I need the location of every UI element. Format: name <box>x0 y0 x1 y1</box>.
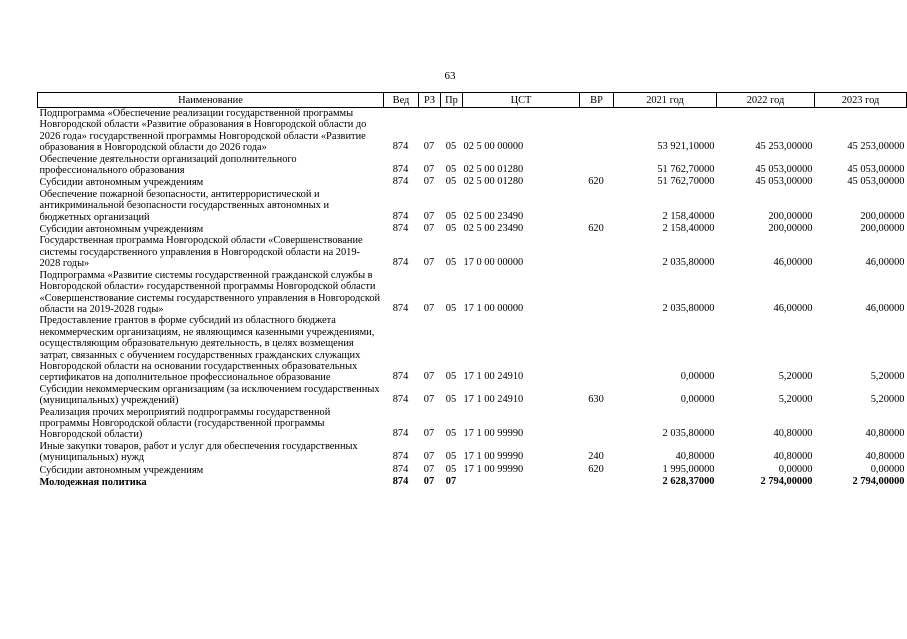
table-row <box>38 441 907 464</box>
row-2021: 53 921,10000 <box>657 141 715 153</box>
row-cst: 17 1 00 24910 <box>463 371 524 383</box>
table-row <box>38 476 907 488</box>
row-rz: 07 <box>423 451 435 463</box>
row-rz: 07 <box>423 371 435 383</box>
row-2021: 2 628,37000 <box>662 476 715 487</box>
row-2023: 5,20000 <box>870 394 905 406</box>
row-vr <box>580 108 614 154</box>
row-2023: 40,80000 <box>865 428 905 440</box>
row-2021: 51 762,70000 <box>657 176 715 188</box>
row-name: Субсидии автономным учреждениям <box>39 177 204 189</box>
row-cst: 17 1 00 24910 <box>463 394 524 406</box>
row-name: Государственная программа Новгородской области «Совершенствование системы государственного управления в Новгородской области на 2019-2028 годы» <box>39 235 363 270</box>
row-2021: 0,00000 <box>680 371 715 383</box>
row-vr <box>580 270 614 316</box>
row-cst: 02 5 00 01280 <box>463 176 524 188</box>
header-name: Наименование <box>38 93 384 108</box>
row-2023: 45 053,00000 <box>847 176 905 188</box>
row-ved: 874 <box>392 141 409 153</box>
table-row <box>38 189 907 223</box>
row-2022: 46,00000 <box>773 302 813 314</box>
row-name: Обеспечение пожарной безопасности, антитеррористической и антикриминальной безопасности государственных автономных и бюджетных организаций <box>39 188 330 223</box>
row-cst: 17 1 00 99990 <box>463 451 524 463</box>
header-vr: ВР <box>580 93 614 108</box>
row-vr <box>580 315 614 383</box>
row-2023: 200,00000 <box>860 223 905 235</box>
table-row <box>38 407 907 441</box>
row-cst: 17 1 00 00000 <box>463 302 524 314</box>
table-row <box>38 154 907 177</box>
row-vr: 620 <box>588 176 604 188</box>
row-cst: 02 5 00 01280 <box>463 164 524 176</box>
row-cst: 02 5 00 00000 <box>463 141 524 153</box>
row-ved: 874 <box>392 428 409 440</box>
row-ved: 874 <box>392 476 409 487</box>
row-vr <box>580 189 614 223</box>
table-row <box>38 384 907 407</box>
row-2021: 40,80000 <box>675 451 715 463</box>
row-2022: 45 053,00000 <box>755 176 813 188</box>
row-pr: 05 <box>445 428 457 440</box>
page-number: 63 <box>444 70 456 82</box>
row-2023: 46,00000 <box>865 257 905 269</box>
row-pr: 05 <box>445 451 457 463</box>
table-header-row <box>38 93 907 108</box>
row-vr <box>580 407 614 441</box>
row-ved: 874 <box>392 463 409 475</box>
row-rz: 07 <box>423 463 435 475</box>
table-row <box>38 108 907 154</box>
row-2022: 40,80000 <box>773 428 813 440</box>
row-name: Обеспечение деятельности организаций дополнительного профессионального образования <box>39 153 297 177</box>
row-pr: 05 <box>445 164 457 176</box>
row-ved: 874 <box>392 164 409 176</box>
row-2021: 2 035,80000 <box>662 257 715 269</box>
row-2022: 200,00000 <box>768 223 813 235</box>
row-rz: 07 <box>423 210 435 222</box>
table-row <box>38 315 907 383</box>
header-2022: 2022 год <box>717 93 815 108</box>
row-pr: 05 <box>445 176 457 188</box>
row-rz: 07 <box>423 223 435 235</box>
row-cst: 02 5 00 23490 <box>463 223 524 235</box>
row-2022: 45 253,00000 <box>755 141 813 153</box>
row-rz: 07 <box>423 428 435 440</box>
table-row <box>38 223 907 235</box>
row-pr: 05 <box>445 371 457 383</box>
row-vr <box>580 154 614 177</box>
row-name: Субсидии некоммерческим организациям (за исключением государственных (муниципальных) учреждений) <box>39 383 380 407</box>
row-name: Реализация прочих мероприятий подпрограммы государственной программы Новгородской области (государственной программы Новгородской области) <box>39 406 331 441</box>
row-ved: 874 <box>392 451 409 463</box>
row-2023: 46,00000 <box>865 302 905 314</box>
row-2023: 45 053,00000 <box>847 164 905 176</box>
table-body <box>38 108 907 489</box>
row-vr: 620 <box>588 463 604 475</box>
row-ved: 874 <box>392 302 409 314</box>
row-rz: 07 <box>423 141 435 153</box>
header-cst: ЦСТ <box>463 93 580 108</box>
row-2021: 51 762,70000 <box>657 164 715 176</box>
row-pr: 05 <box>445 302 457 314</box>
row-ved: 874 <box>392 210 409 222</box>
row-pr: 05 <box>445 141 457 153</box>
row-2022: 0,00000 <box>778 463 813 475</box>
row-2023: 40,80000 <box>865 451 905 463</box>
row-2021: 2 035,80000 <box>662 302 715 314</box>
row-name: Иные закупки товаров, работ и услуг для обеспечения государственных (муниципальных) нужд <box>39 440 358 464</box>
row-cst: 02 5 00 23490 <box>463 210 524 222</box>
row-ved: 874 <box>392 371 409 383</box>
row-2023: 200,00000 <box>860 210 905 222</box>
row-2023: 45 253,00000 <box>847 141 905 153</box>
row-name: Подпрограмма «Развитие системы государственной гражданской службы в Новгородской области» государственной программы Новгородской области «Совершенствование системы государственного управления в Новгородской области на 2019-2028 годы» <box>39 269 381 315</box>
row-rz: 07 <box>423 302 435 314</box>
row-name: Субсидии автономным учреждениям <box>39 464 204 476</box>
row-2022: 5,20000 <box>778 394 813 406</box>
row-pr: 05 <box>445 210 457 222</box>
table-row <box>38 270 907 316</box>
row-rz: 07 <box>423 476 435 487</box>
row-pr: 07 <box>445 476 457 487</box>
row-2021: 2 158,40000 <box>662 223 715 235</box>
row-2022: 46,00000 <box>773 257 813 269</box>
row-2022: 5,20000 <box>778 371 813 383</box>
row-2022: 2 794,00000 <box>760 476 813 487</box>
header-rz: РЗ <box>419 93 441 108</box>
row-cst: 17 0 00 00000 <box>463 257 524 269</box>
row-2023: 5,20000 <box>870 371 905 383</box>
row-2021: 0,00000 <box>680 394 715 406</box>
row-2022: 45 053,00000 <box>755 164 813 176</box>
header-2023: 2023 год <box>815 93 907 108</box>
row-2021: 1 995,00000 <box>662 463 715 475</box>
table-row <box>38 235 907 269</box>
row-2023: 0,00000 <box>870 463 905 475</box>
row-2022: 40,80000 <box>773 451 813 463</box>
header-2021: 2021 год <box>614 93 717 108</box>
row-ved: 874 <box>392 223 409 235</box>
row-2021: 2 158,40000 <box>662 210 715 222</box>
row-name: Субсидии автономным учреждениям <box>39 224 204 236</box>
row-2022: 200,00000 <box>768 210 813 222</box>
header-pr: Пр <box>441 93 463 108</box>
row-2021: 2 035,80000 <box>662 428 715 440</box>
row-pr: 05 <box>445 463 457 475</box>
table-row <box>38 176 907 188</box>
row-vr <box>580 476 614 488</box>
row-name: Предоставление грантов в форме субсидий из областного бюджета некоммерческим организациям, не являющимся казенными учреждениями, осуществляющим образовательную деятельность, в целях возмещения затрат, связанных с обучением государственных гражданских служащих Новгородской области на основании государственных образовательных сертификатов на дополнительное профессиональное образование <box>39 315 375 384</box>
header-ved: Вед <box>384 93 419 108</box>
row-rz: 07 <box>423 257 435 269</box>
row-name: Молодежная политика <box>39 477 147 488</box>
row-vr: 620 <box>588 223 604 235</box>
row-2023: 2 794,00000 <box>852 476 905 487</box>
row-pr: 05 <box>445 257 457 269</box>
row-ved: 874 <box>392 257 409 269</box>
row-pr: 05 <box>445 223 457 235</box>
row-pr: 05 <box>445 394 457 406</box>
row-rz: 07 <box>423 164 435 176</box>
row-cst: 17 1 00 99990 <box>463 463 524 475</box>
budget-table <box>37 92 907 488</box>
row-cst <box>463 476 580 488</box>
row-ved: 874 <box>392 176 409 188</box>
row-name: Подпрограмма «Обеспечение реализации государственной программы Новгородской области «Развитие образования в Новгородской области до 2026 года» государственной программы Новгородской области «Развитие образования в Новгородской области до 2026 года» <box>39 108 367 154</box>
row-vr: 240 <box>588 451 604 463</box>
table-row <box>38 464 907 476</box>
row-cst: 17 1 00 99990 <box>463 428 524 440</box>
row-rz: 07 <box>423 394 435 406</box>
row-vr <box>580 235 614 269</box>
row-ved: 874 <box>392 394 409 406</box>
row-rz: 07 <box>423 176 435 188</box>
row-vr: 630 <box>588 394 604 406</box>
